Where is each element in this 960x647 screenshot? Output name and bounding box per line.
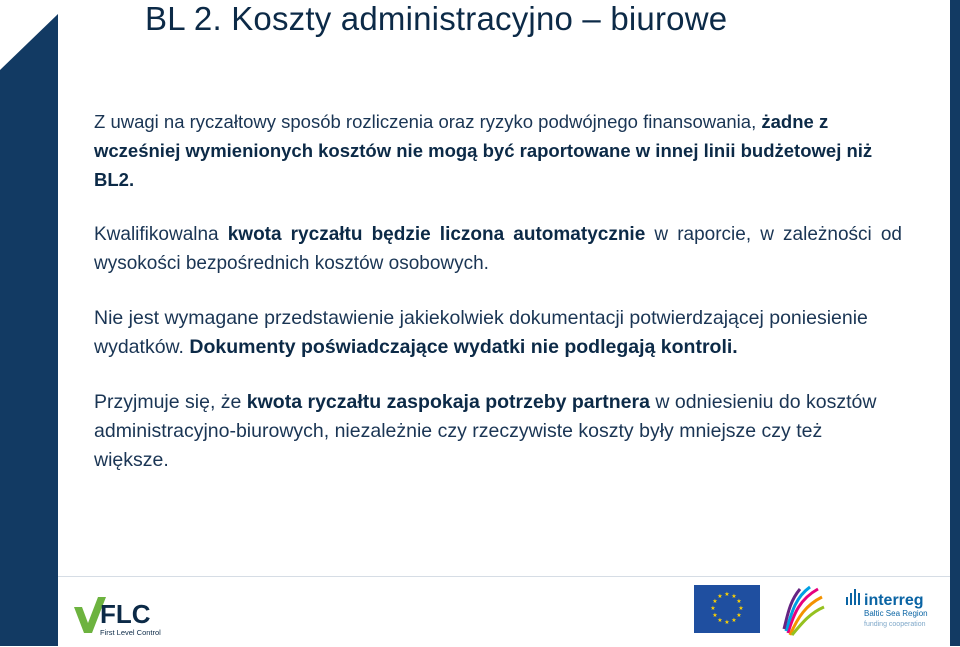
svg-text:★: ★ bbox=[712, 612, 718, 619]
slide-title: BL 2. Koszty administracyjno – biurowe bbox=[145, 0, 728, 37]
paragraph-2-bold: kwota ryczałtu będzie liczona automatycznie bbox=[227, 224, 646, 245]
paragraph-4-bold: kwota ryczałtu zaspokaja potrzeby partnera bbox=[246, 391, 650, 413]
svg-text:★: ★ bbox=[731, 593, 737, 600]
paragraph-lump-sum-needs bbox=[94, 388, 902, 475]
paragraph-1-intro: Z uwagi na ryczałtowy sposób rozliczenia oraz ryzyko podwójnego finansowania, bbox=[94, 111, 757, 132]
eu-flag-icon bbox=[694, 585, 760, 633]
interreg-logo-line2: funding cooperation bbox=[864, 621, 926, 628]
paragraph-eligible-amount bbox=[94, 220, 902, 278]
paragraph-3-bold: Dokumenty poświadczające wydatki nie podlegają kontroli. bbox=[189, 336, 738, 358]
svg-text:★: ★ bbox=[724, 591, 730, 598]
paragraph-4-before: Przyjmuje się, że bbox=[94, 391, 247, 413]
ribbon-logo-icon bbox=[774, 583, 830, 639]
svg-text:★: ★ bbox=[717, 593, 723, 600]
svg-text:★: ★ bbox=[738, 605, 744, 612]
left-decor-band bbox=[0, 0, 58, 646]
slide-content bbox=[94, 107, 902, 501]
flc-logo bbox=[72, 593, 164, 639]
paragraph-no-documentation bbox=[94, 304, 902, 362]
paragraph-lump-sum-risk bbox=[94, 107, 902, 194]
paragraph-4-after: w odniesieniu do kosztów administracyjno-biurowych, niezależnie czy rzeczywiste koszty były mniejsze czy też większe. bbox=[94, 391, 877, 471]
right-decor-band bbox=[950, 0, 960, 646]
interreg-logo-text: interreg bbox=[864, 592, 924, 609]
interreg-logo-line1: Baltic Sea Region bbox=[864, 609, 928, 618]
svg-text:★: ★ bbox=[731, 617, 737, 624]
svg-text:★: ★ bbox=[710, 605, 716, 612]
svg-text:★: ★ bbox=[736, 612, 742, 619]
interreg-logo bbox=[842, 583, 938, 637]
svg-text:★: ★ bbox=[724, 619, 730, 626]
paragraph-1-bold: żadne z wcześniej wymienionych kosztów nie mogą być raportowane w innej linii budżetowej niż BL2. bbox=[94, 111, 873, 190]
svg-text:★: ★ bbox=[712, 598, 718, 605]
svg-text:★: ★ bbox=[736, 598, 742, 605]
footer-logos bbox=[58, 576, 950, 647]
flc-logo-text: FLC bbox=[100, 599, 151, 629]
paragraph-3-before: Nie jest wymagane przedstawienie jakiekolwiek dokumentacji potwierdzającej poniesienie wydatków. bbox=[94, 307, 868, 358]
svg-text:★: ★ bbox=[717, 617, 723, 624]
paragraph-2-before: Kwalifikowalna bbox=[94, 224, 228, 245]
flc-logo-subtitle: First Level Control bbox=[100, 628, 161, 637]
paragraph-2-after: w raporcie, w zależności od wysokości bezpośrednich kosztów osobowych. bbox=[94, 224, 902, 274]
